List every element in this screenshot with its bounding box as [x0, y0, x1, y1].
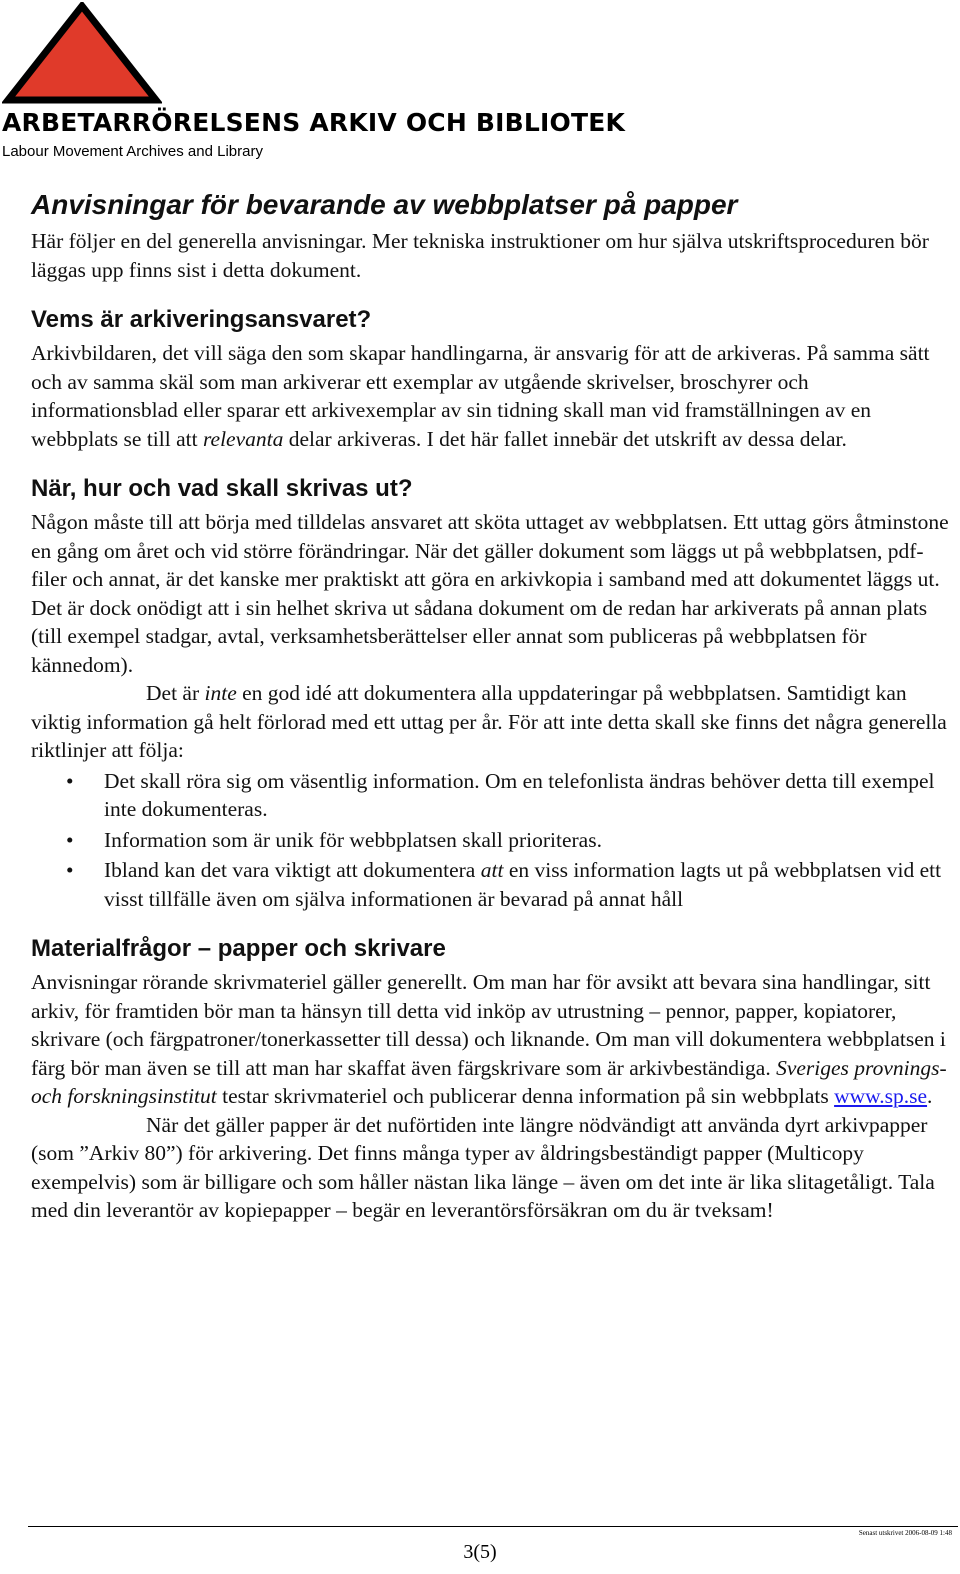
list-item: • Det skall röra sig om väsentlig information. Om en telefonlista ändras behöver detta till exempel inte dokumenteras.	[66, 768, 935, 821]
document-header	[0, 0, 960, 170]
materials-paragraph-1: Anvisningar rörande skrivmateriel gäller generellt. Om man har för avsikt att bevara sina handlingar, sitt arkiv, för framtiden bör man ta hänsyn till detta vid inköp av utrustning – pennor, papper, kopiatorer, skrivare (och färgpatroner/tonerkassetter till dessa) och liknande. Om man vill dokumentera webbplatsen i färg bör man även se till att man har skaffat även färgskrivare som är arkivbeständiga. Sveriges provnings- och forskningsinstitut testar skrivmateriel och publicerar denna information på sin webbplats www.sp.se.	[31, 970, 947, 1108]
list-item: • Information som är unik för webbplatsen skall prioriteras.	[104, 826, 956, 855]
materials-paragraph-2: När det gäller papper är det nuförtiden inte längre nödvändigt att använda dyrt arkivpapper (som ”Arkiv 80”) för arkivering. Det finns många typer av åldringsbeständigt papper (Multicopy exempelvis) som är billigare och som håller nästan lika länge – även om det inte är lika slitagetåligt. Tala med din leverantör av kopiepapper – begär en leverantörsförsäkran om du är tveksam!	[31, 1112, 935, 1222]
guidelines-list	[31, 767, 956, 914]
bullet-icon: •	[66, 768, 74, 793]
bullet-icon: •	[66, 827, 74, 852]
organization-name: ARBETARRÖRELSENS ARKIV OCH BIBLIOTEK	[2, 108, 626, 137]
red-triangle-logo-icon	[2, 2, 162, 109]
section-heading-what-to-print: När, hur och vad skall skrivas ut?	[31, 475, 413, 502]
section-heading-materials: Materialfrågor – papper och skrivare	[31, 935, 446, 962]
bullet-icon: •	[66, 858, 74, 882]
sp-website-link[interactable]: www.sp.se	[834, 1084, 928, 1108]
print-date-note: Senast utskrivet 2006-08-09 1:48	[858, 1529, 952, 1537]
list-item: • Ibland kan det vara viktigt att dokumentera att en viss information lagts ut på webbplatsen vid ett visst tillfälle även om själva informationen är bevarad på annat håll	[66, 858, 942, 911]
what-to-print-paragraph-2: Det är inte en god idé att dokumentera alla uppdateringar på webbplatsen. Samtidigt kan viktig information gå helt förlorad med ett uttag per år. För att inte detta skall ske finns det några generella riktlinjer att följa:	[31, 681, 947, 762]
document-body	[31, 187, 956, 1225]
organization-subtitle: Labour Movement Archives and Library	[2, 143, 263, 160]
responsibility-paragraph: Arkivbildaren, det vill säga den som skapar handlingarna, är ansvarig för att de arkiveras. På samma sätt och av samma skäl som man arkiverar ett exemplar av utgående skrivelser, broschyrer och informationsblad eller sparar ett arkivexemplar av sin tidning skall man vid framställningen av en webbplats se till att relevanta delar arkiveras. I det här fallet innebär det utskrift av dessa delar.	[31, 341, 930, 451]
intro-paragraph: Här följer en del generella anvisningar. Mer tekniska instruktioner om hur själva utskriftsproceduren bör läggas upp finns sist i detta dokument.	[31, 229, 929, 282]
section-heading-responsibility: Vems är arkiveringsansvaret?	[31, 306, 372, 333]
footer-divider	[28, 1526, 958, 1527]
document-title: Anvisningar för bevarande av webbplatser på papper	[31, 189, 738, 220]
what-to-print-paragraph-1: Någon måste till att börja med tilldelas ansvaret att sköta uttaget av webbplatsen. Ett uttag görs åtminstone en gång om året och vid större förändringar. När det gäller dokument som läggs ut på webbplatsen, pdf-filer och annat, är det kanske mer praktiskt att göra en arkivkopia i samband med att dokumentet läggs ut. Det är dock onödigt att i sin helhet skriva ut sådana dokument om de redan har arkiverats på annan plats (till exempel stadgar, avtal, verksamhetsberättelser eller annat som publiceras på webbplatsen för kännedom).	[31, 510, 949, 677]
page-number: 3(5)	[463, 1541, 497, 1563]
